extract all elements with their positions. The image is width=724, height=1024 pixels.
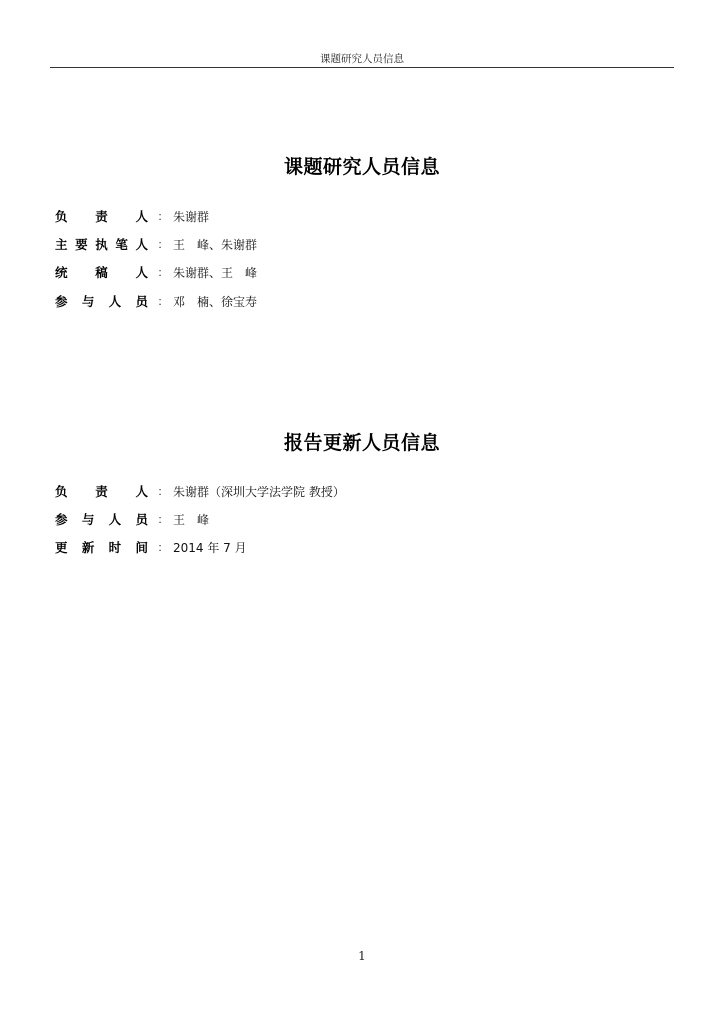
row-main-writers [55,234,257,254]
row-update-participants [55,509,209,529]
row-label [55,510,148,528]
row-participants [55,291,257,311]
label-char: 间 [135,540,148,555]
section-title-research-staff [0,152,724,179]
label-char: 统 [55,265,68,280]
label-char: 员 [135,294,148,309]
row-colon: ： [157,513,169,526]
label-char: 人 [135,237,148,252]
label-char: 参 [55,294,68,309]
row-label [55,235,148,253]
row-value: 邓 楠、徐宝寿 [173,294,258,309]
label-char: 稿 [95,265,108,280]
row-label [55,538,148,556]
row-colon: ： [157,295,169,308]
label-char: 员 [135,512,148,527]
label-char: 更 [55,540,68,555]
page-number: 1 [358,949,366,963]
section-title-text: 课题研究人员信息 [283,156,440,178]
row-colon: ： [157,238,169,251]
label-char: 参 [55,512,68,527]
row-label [55,263,148,281]
header-divider [50,67,674,68]
row-colon: ： [157,485,169,498]
label-char: 责 [95,484,108,499]
row-value: 朱谢群 [173,209,210,224]
label-char: 笔 [115,237,128,252]
row-label [55,207,148,225]
label-char: 人 [108,512,122,527]
label-char: 执 [95,237,108,252]
row-value: 王 峰 [173,512,210,527]
row-colon: ： [157,210,169,223]
label-char: 新 [81,540,95,555]
row-value: 朱谢群（深圳大学法学院 教授） [173,484,345,499]
label-char: 要 [75,237,88,252]
label-char: 责 [95,209,108,224]
row-label [55,482,148,500]
row-value: 2014 年 7 月 [173,540,247,555]
label-char: 人 [135,209,148,224]
section-title-text: 报告更新人员信息 [283,432,440,454]
row-value: 王 峰、朱谢群 [173,237,258,252]
label-char: 负 [55,209,68,224]
row-leader [55,206,209,226]
row-value: 朱谢群、王 峰 [173,265,258,280]
row-colon: ： [157,266,169,279]
row-colon: ： [157,541,169,554]
label-char: 人 [108,294,122,309]
label-char: 人 [135,265,148,280]
row-update-leader [55,481,345,501]
label-char: 与 [81,294,95,309]
section-title-report-update-staff [0,428,724,455]
row-update-time [55,537,247,557]
running-header: 课题研究人员信息 [320,53,404,65]
label-char: 人 [135,484,148,499]
label-char: 主 [55,237,68,252]
row-label [55,292,148,310]
label-char: 时 [108,540,122,555]
row-editor [55,262,257,282]
label-char: 负 [55,484,68,499]
label-char: 与 [81,512,95,527]
